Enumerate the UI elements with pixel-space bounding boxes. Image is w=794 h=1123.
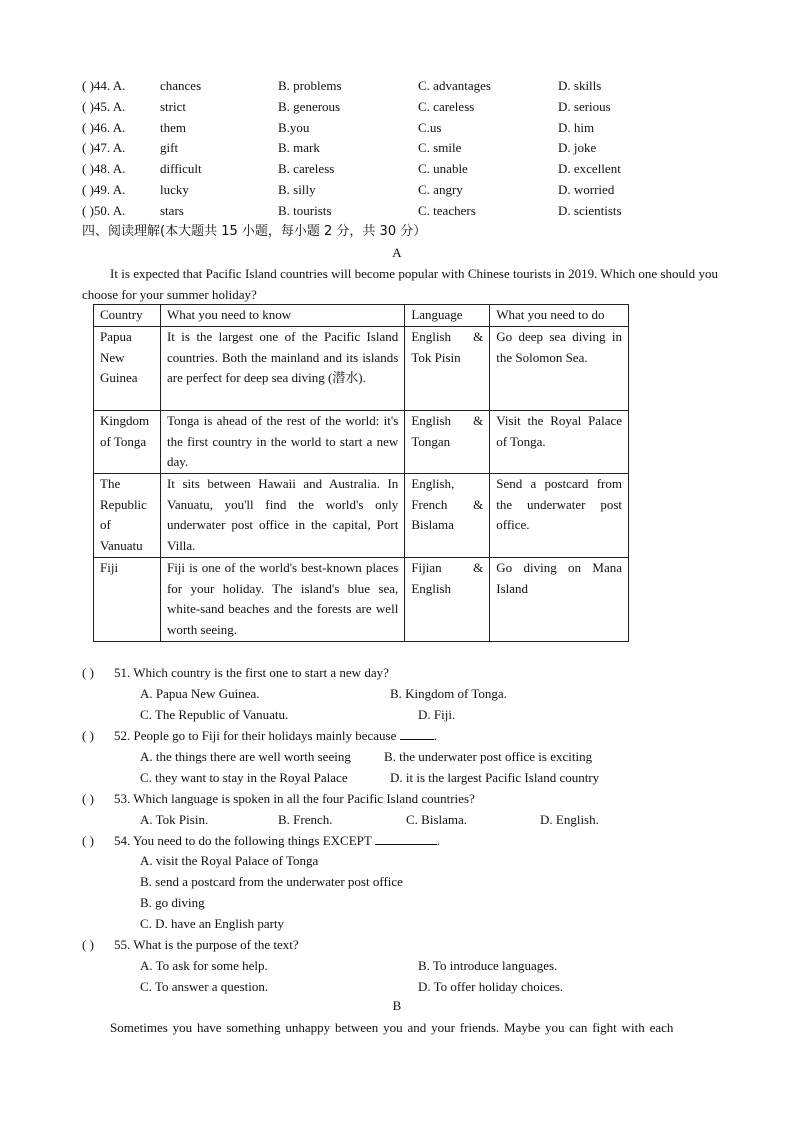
option-b-duplicate: B. go diving	[140, 895, 205, 910]
option-d: D. skills	[558, 78, 602, 93]
cell-know: It sits between Hawaii and Australia. In Vanuatu, you'll find the world's only underwater post office in the capital, Port Villa.	[160, 474, 404, 558]
option-c: C. D. have an English party	[140, 916, 285, 931]
answer-blank[interactable]	[375, 830, 437, 845]
header-todo: What you need to do	[490, 305, 629, 327]
option-c: C. unable	[418, 161, 468, 177]
option-d: D. worried	[558, 182, 615, 197]
option-a: them	[160, 119, 186, 135]
table-row	[94, 558, 629, 642]
option-d: D. excellent	[558, 161, 621, 177]
option-a: A. visit the Royal Palace of Tonga	[140, 853, 319, 868]
answer-paren-and-a-label[interactable]: ( )46. A.	[82, 119, 126, 135]
answer-paren[interactable]: ( )	[82, 937, 94, 952]
cell-country: Fiji	[94, 558, 161, 642]
option-c: C. The Republic of Vanuatu.	[140, 707, 289, 722]
option-c: C.us	[418, 119, 442, 135]
cell-todo: Go diving on Mana Island	[490, 558, 629, 642]
passage-a-intro	[82, 263, 718, 305]
answer-paren-and-a-label[interactable]: ( )47. A.	[82, 140, 126, 156]
option-a: A. To ask for some help.	[140, 958, 268, 973]
answer-paren-and-a-label[interactable]: ( )45. A.	[82, 98, 126, 114]
answer-blank[interactable]	[400, 725, 434, 740]
cell-language: Fijian & English	[405, 558, 490, 642]
option-b: B.you	[278, 119, 310, 135]
option-a: A. the things there are well worth seeing	[140, 749, 351, 764]
option-d: D. serious	[558, 98, 611, 114]
option-a: strict	[160, 98, 186, 114]
cell-country: The Republic of Vanuatu	[94, 474, 161, 558]
answer-paren[interactable]: ( )	[82, 665, 94, 680]
cell-todo: Visit the Royal Palace of Tonga.	[490, 411, 629, 474]
cloze-question-row	[82, 159, 742, 179]
cell-country: Papua New Guinea	[94, 327, 161, 411]
option-c: C. teachers	[418, 202, 476, 218]
answer-paren-and-a-label[interactable]: ( )44. A.	[82, 78, 126, 93]
option-b: B. send a postcard from the underwater post office	[140, 874, 403, 889]
cell-know: It is the largest one of the Pacific Island countries. Both the mainland and its islands are perfect for deep sea diving (潜水).	[160, 327, 404, 411]
option-d: D. him	[558, 119, 595, 135]
question-stem: 52. People go to Fiji for their holidays mainly because .	[114, 725, 437, 746]
option-b: B. generous	[278, 98, 341, 114]
header-country: Country	[94, 305, 161, 327]
question-stem: 51. Which country is the first one to start a new day?	[114, 665, 389, 680]
answer-paren[interactable]: ( )	[82, 791, 94, 806]
cell-todo: Send a postcard from the underwater post office.	[490, 474, 629, 558]
answer-paren-and-a-label[interactable]: ( )50. A.	[82, 202, 126, 218]
cloze-question-row	[82, 138, 742, 158]
passage-b-intro-text: Sometimes you have something unhappy between you and your friends. Maybe you can fight with each	[110, 1020, 674, 1035]
option-b: B. tourists	[278, 202, 332, 218]
option-a: gift	[160, 140, 179, 156]
option-a: A. Tok Pisin.	[140, 812, 209, 827]
option-d: D. scientists	[558, 202, 622, 218]
option-a: A. Papua New Guinea.	[140, 686, 260, 701]
option-a: lucky	[160, 182, 189, 197]
answer-paren[interactable]: ( )	[82, 833, 94, 848]
option-c: C. To answer a question.	[140, 979, 269, 994]
table-row	[94, 327, 629, 411]
section-title-reading: 四、阅读理解(本大题共 15 小题，每小题 2 分，共 30 分）	[82, 224, 427, 239]
question-stem-text: 52. People go to Fiji for their holidays mainly because	[114, 728, 397, 743]
cell-language: English & Tongan	[405, 411, 490, 474]
answer-paren[interactable]: ( )	[82, 728, 94, 743]
option-a: difficult	[160, 161, 202, 177]
option-d: D. English.	[540, 812, 599, 827]
cell-know: Fiji is one of the world's best-known places for your holiday. The island's blue sea, white-sand beaches and the forests are well worth seeing.	[160, 558, 404, 642]
pacific-islands-table	[93, 304, 629, 642]
cloze-question-row	[82, 180, 742, 200]
cloze-question-row	[82, 97, 742, 117]
option-a: stars	[160, 202, 184, 218]
table-row	[94, 411, 629, 474]
option-b: B. the underwater post office is exciting	[384, 749, 593, 764]
option-c: C. they want to stay in the Royal Palace	[140, 770, 348, 785]
header-language: Language	[405, 305, 490, 327]
option-d: D. To offer holiday choices.	[418, 979, 564, 994]
option-b: B. To introduce languages.	[418, 958, 558, 973]
cloze-question-row	[82, 201, 742, 221]
option-b: B. Kingdom of Tonga.	[390, 686, 507, 701]
cell-country: Kingdom of Tonga	[94, 411, 161, 474]
option-b: B. French.	[278, 812, 333, 827]
cell-know: Tonga is ahead of the rest of the world: it's the first country in the world to start a new day.	[160, 411, 404, 474]
option-c: C. angry	[418, 182, 463, 197]
cloze-question-row	[82, 118, 742, 138]
cell-language: English & Tok Pisin	[405, 327, 490, 411]
option-c: C. smile	[418, 140, 462, 156]
table-row	[94, 474, 629, 558]
header-know: What you need to know	[160, 305, 404, 327]
option-d: D. it is the largest Pacific Island country	[390, 770, 600, 785]
passage-a-label: A	[392, 245, 402, 260]
question-stem-text: 54. You need to do the following things EXCEPT	[114, 833, 372, 848]
question-stem: 55. What is the purpose of the text?	[114, 937, 299, 952]
passage-b-intro	[82, 1017, 718, 1038]
option-d: D. joke	[558, 140, 597, 156]
option-c: C. careless	[418, 98, 475, 114]
option-c: C. Bislama.	[406, 812, 468, 827]
answer-paren-and-a-label[interactable]: ( )48. A.	[82, 161, 126, 177]
option-b: B. problems	[278, 78, 342, 93]
cloze-question-row	[82, 76, 742, 96]
answer-paren-and-a-label[interactable]: ( )49. A.	[82, 182, 126, 197]
passage-a-intro-text: It is expected that Pacific Island countries will become popular with Chinese tourists in 2019. Which one should you choose for your summer holiday?	[82, 266, 718, 302]
question-stem: 53. Which language is spoken in all the four Pacific Island countries?	[114, 791, 475, 806]
option-c: C. advantages	[418, 78, 491, 93]
option-b: B. silly	[278, 182, 316, 197]
option-d: D. Fiji.	[418, 707, 456, 722]
cell-todo: Go deep sea diving in the Solomon Sea.	[490, 327, 629, 411]
option-b: B. careless	[278, 161, 335, 177]
question-stem: 54. You need to do the following things EXCEPT .	[114, 830, 440, 851]
passage-b-label: B	[392, 998, 402, 1013]
cell-language: English, French & Bislama	[405, 474, 490, 558]
option-b: B. mark	[278, 140, 320, 156]
table-header-row	[94, 305, 629, 327]
option-a: chances	[160, 78, 202, 93]
